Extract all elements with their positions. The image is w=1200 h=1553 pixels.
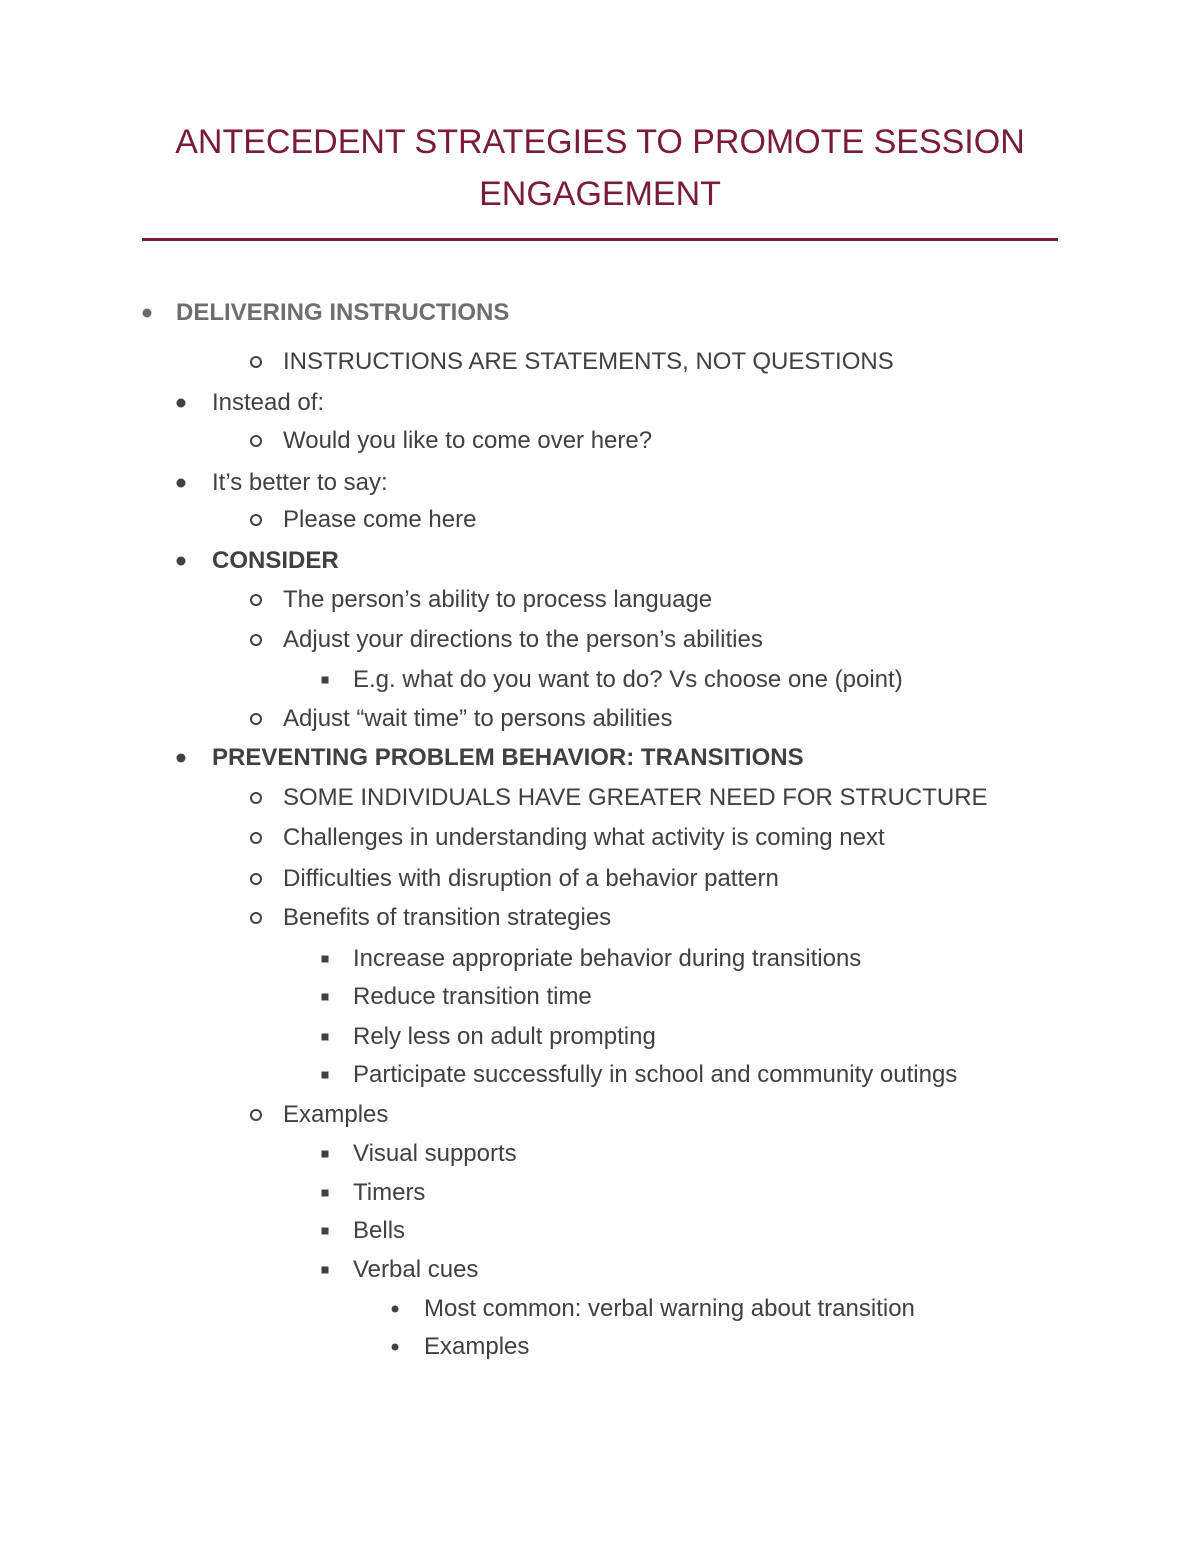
list-item xyxy=(0,902,1200,934)
bullet-circle-icon xyxy=(250,713,262,725)
bullet-dot-icon xyxy=(177,557,186,566)
list-item xyxy=(0,1099,1200,1131)
list-item xyxy=(0,1021,1200,1053)
bullet-square-icon xyxy=(322,677,329,684)
bullet-dot-icon xyxy=(143,309,152,318)
list-item xyxy=(0,545,1200,577)
list-item-text: Please come here xyxy=(283,506,477,533)
bullet-circle-icon xyxy=(250,873,262,885)
list-item xyxy=(0,346,1200,378)
bullet-dot-icon xyxy=(177,399,186,408)
list-item xyxy=(0,387,1200,419)
list-item xyxy=(0,981,1200,1013)
page-title xyxy=(142,116,1058,220)
list-item-text: Adjust “wait time” to persons abilities xyxy=(283,705,673,732)
list-item xyxy=(0,467,1200,499)
list-item-text: Rely less on adult prompting xyxy=(353,1023,656,1050)
bullet-square-icon xyxy=(322,956,329,963)
bullet-circle-icon xyxy=(250,356,262,368)
bullet-dot-icon xyxy=(392,1344,399,1351)
list-item-text: SOME INDIVIDUALS HAVE GREATER NEED FOR STRUCTURE xyxy=(283,784,988,811)
bullet-circle-icon xyxy=(250,435,262,447)
list-item xyxy=(0,1254,1200,1286)
list-item xyxy=(0,504,1200,536)
list-item xyxy=(0,943,1200,975)
list-item xyxy=(0,1331,1200,1363)
bullet-square-icon xyxy=(322,1072,329,1079)
bullet-circle-icon xyxy=(250,832,262,844)
bullet-circle-icon xyxy=(250,514,262,526)
list-item xyxy=(0,742,1200,774)
bullet-square-icon xyxy=(322,1034,329,1041)
list-item-text: Visual supports xyxy=(353,1140,517,1167)
bullet-circle-icon xyxy=(250,792,262,804)
list-item-text: Examples xyxy=(424,1333,530,1360)
list-item xyxy=(0,584,1200,616)
bullet-dot-icon xyxy=(177,479,186,488)
list-item xyxy=(0,624,1200,656)
list-item-text: Benefits of transition strategies xyxy=(283,904,612,931)
list-item xyxy=(0,664,1200,696)
bullet-dot-icon xyxy=(392,1306,399,1313)
list-item-text: Challenges in understanding what activity is coming next xyxy=(283,824,885,851)
list-item xyxy=(0,1177,1200,1209)
list-item-text: It’s better to say: xyxy=(212,469,388,496)
list-item-text: Participate successfully in school and community outings xyxy=(353,1061,958,1088)
list-item-text: Most common: verbal warning about transition xyxy=(424,1295,915,1322)
list-item-text: Examples xyxy=(283,1101,389,1128)
list-item xyxy=(0,1215,1200,1247)
bullet-circle-icon xyxy=(250,634,262,646)
list-item-text: E.g. what do you want to do? Vs choose one (point) xyxy=(353,666,903,693)
list-item xyxy=(0,863,1200,895)
list-item-text: Instead of: xyxy=(212,389,325,416)
bullet-circle-icon xyxy=(250,1109,262,1121)
bullet-dot-icon xyxy=(177,754,186,763)
list-item xyxy=(0,703,1200,735)
list-item-text: PREVENTING PROBLEM BEHAVIOR: TRANSITIONS xyxy=(212,744,804,771)
bullet-circle-icon xyxy=(250,912,262,924)
list-item xyxy=(0,1059,1200,1091)
bullet-square-icon xyxy=(322,994,329,1001)
list-item xyxy=(0,297,1200,329)
list-item xyxy=(0,1138,1200,1170)
list-item-text: Reduce transition time xyxy=(353,983,592,1010)
list-item-text: Adjust your directions to the person’s abilities xyxy=(283,626,763,653)
bullet-square-icon xyxy=(322,1267,329,1274)
list-item xyxy=(0,822,1200,854)
list-item-text: The person’s ability to process language xyxy=(283,586,713,613)
list-item xyxy=(0,782,1200,814)
list-item-text: Timers xyxy=(353,1179,426,1206)
bullet-square-icon xyxy=(322,1151,329,1158)
title-divider xyxy=(142,238,1058,241)
title-line-1: ANTECEDENT STRATEGIES TO PROMOTE SESSION xyxy=(175,123,1025,161)
list-item xyxy=(0,425,1200,457)
list-item-text: INSTRUCTIONS ARE STATEMENTS, NOT QUESTIONS xyxy=(283,348,894,375)
list-item-text: DELIVERING INSTRUCTIONS xyxy=(176,299,510,326)
bullet-square-icon xyxy=(322,1190,329,1197)
bullet-square-icon xyxy=(322,1228,329,1235)
list-item-text: Increase appropriate behavior during transitions xyxy=(353,945,862,972)
title-line-2: ENGAGEMENT xyxy=(479,175,721,213)
bullet-circle-icon xyxy=(250,594,262,606)
list-item-text: Bells xyxy=(353,1217,406,1244)
list-item-text: Would you like to come over here? xyxy=(283,427,653,454)
list-item-text: Difficulties with disruption of a behavior pattern xyxy=(283,865,779,892)
list-item-text: CONSIDER xyxy=(212,547,339,574)
list-item-text: Verbal cues xyxy=(353,1256,479,1283)
list-item xyxy=(0,1293,1200,1325)
